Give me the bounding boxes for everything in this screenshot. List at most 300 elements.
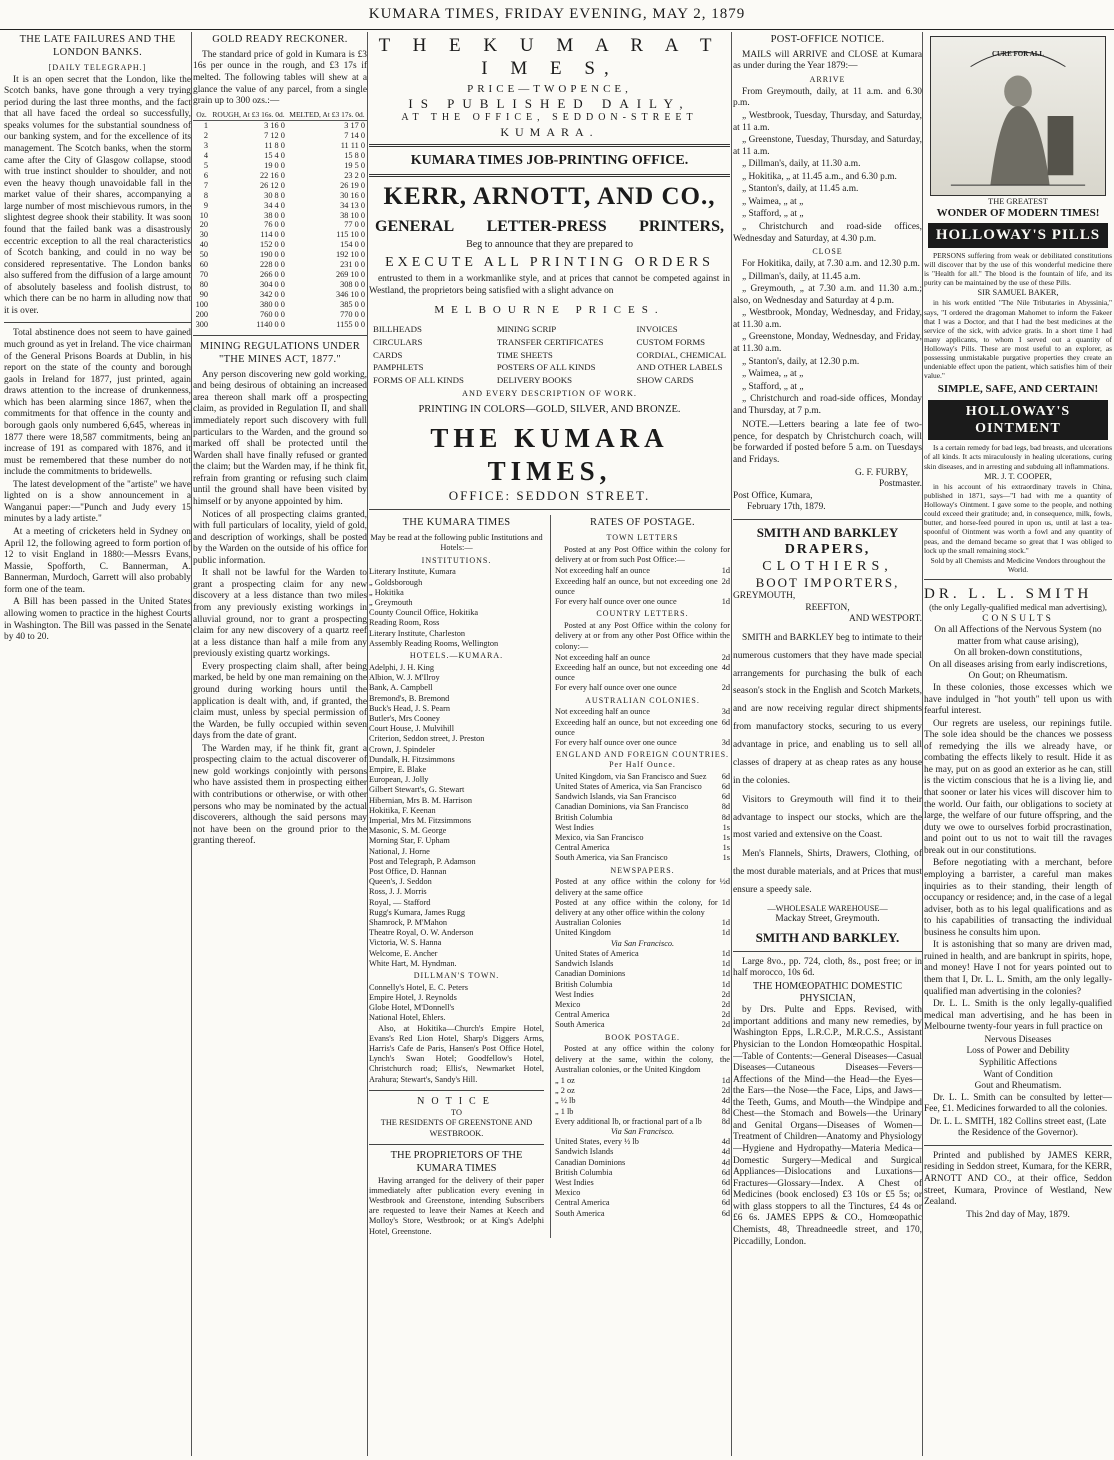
gold-row bbox=[193, 151, 367, 161]
mail-entry: „ Christchurch and road-side offices, Wednesday and Saturday, at 4.30 p.m. bbox=[733, 222, 922, 244]
read-intro: May be read at the following public Institutions and Hotels:— bbox=[370, 533, 543, 553]
book-text: Posted at any office within the colony for delivery at the same, within the colony, the Australian colonies, or the United Kingdom bbox=[555, 1044, 730, 1074]
th-oz: Oz. bbox=[193, 109, 210, 121]
rate-row bbox=[555, 813, 730, 823]
article-body: It is an open secret that the London, like the Scotch banks, have gone through a very trying period during the last three months, and the fact that all have faced the ordeal so successfully, speaks volumes for the substantial soundness of our banking system, and for the excellence of its management. The Scotch banks, when the storm came after the City of Glasgow collapse, stood with true instinct shoulder to shoulder, and not even the heavy though unavoidable fall in the market value of their shares, accompanying a large number of most mischievous rumors, in the slightest degree shook their stability. It was soon found that the failed bank was a disastrously eccentric exception to all the real characteristics of Scotch banking, and could in no way be considered representative. The London banks also suffered from the diffusion of a large amount of absolutely baseless and foolish distrust, to which there can be no harm in alluding now that it is over. bbox=[4, 74, 191, 316]
column-3 bbox=[369, 32, 730, 1456]
price-line: PRICE—TWOPENCE, bbox=[467, 82, 632, 95]
times-banner: THE KUMARA TIMES, bbox=[430, 422, 669, 487]
greatest-line: THE GREATEST bbox=[988, 196, 1048, 206]
reefton: REEFTON, bbox=[805, 602, 850, 613]
rate-row bbox=[555, 738, 730, 748]
simple-safe-line: SIMPLE, SAFE, AND CERTAIN! bbox=[937, 383, 1099, 396]
work-item: SHOW CARDS bbox=[636, 375, 694, 386]
mail-entry: „ Westbrook, Monday, Wednesday, and Friday, at 11.30 a.m. bbox=[733, 308, 922, 330]
mail-entry: „ Greenstone, Monday, Wednesday, and Friday, at 11.30 a.m. bbox=[733, 332, 922, 354]
work-item: CUSTOM FORMS bbox=[636, 336, 706, 347]
post-office-date: February 17th, 1879. bbox=[747, 502, 826, 513]
work-item: MINING SCRIP bbox=[496, 324, 557, 335]
value-cell: 15 4 0 bbox=[264, 150, 285, 160]
rate-row bbox=[555, 782, 730, 792]
rate-value: 6d bbox=[721, 782, 730, 792]
oz-cell: 50 bbox=[199, 250, 209, 260]
value-cell: 30 16 0 bbox=[340, 190, 365, 200]
book-heading: BOOK POSTAGE. bbox=[604, 1032, 681, 1042]
rate-value: 2d bbox=[721, 1010, 730, 1020]
rate-label: „ 1 oz bbox=[555, 1075, 575, 1085]
work-item: BILLHEADS bbox=[373, 324, 422, 335]
baker-heading: SIR SAMUEL BAKER, bbox=[977, 288, 1059, 298]
value-cell: 3 16 0 bbox=[264, 120, 285, 130]
value-cell: 38 0 0 bbox=[264, 210, 285, 220]
published-line: IS PUBLISHED DAILY, bbox=[408, 96, 691, 112]
work-item: INVOICES bbox=[636, 324, 678, 335]
rate-value: 2d bbox=[721, 1086, 730, 1096]
article-body: At a meeting of cricketers held in Sydney on April 12, the following agreed to form portion of 12 to visit England in 1880:—Messrs Evans, Massie, Spofforth, C. Bannerman, A. Bannerman, Murdoch, Garrett will also probably form one of the team. bbox=[4, 527, 191, 595]
column-rule bbox=[367, 32, 368, 1456]
masthead: KUMARA TIMES, FRIDAY EVENING, MAY 2, 1879 bbox=[0, 0, 1114, 30]
institutions-heading: INSTITUTIONS. bbox=[421, 555, 492, 565]
rate-row bbox=[555, 718, 730, 738]
dr-list-item: Want of Condition bbox=[983, 1069, 1053, 1080]
gold-row bbox=[193, 181, 367, 191]
mail-entry: „ Stanton's, daily, at 11.45 a.m. bbox=[742, 184, 859, 195]
hotel-item: Hokitika, F. Keenan bbox=[369, 805, 436, 815]
rate-label: South America, via San Francisco bbox=[555, 853, 668, 863]
dr-text: Our regrets are useless, our repinings futile. The sole idea should be the chances we possess of remedying the ills we already have, or combating the effects likely to result. Hide it as he may, put on as good an exterior as he can, still is the victim conscious that he is a living lie, and that sooner or later his vices will discover him to the world. Our faith, our obligations to society at large, the welfare of our future offspring, and the duty we owe to ourselves forbid procrastination, and point out to us not to wait till the ravages break out in our constitutions. bbox=[924, 718, 1112, 856]
value-cell: 308 0 0 bbox=[340, 280, 365, 290]
value-cell: 34 13 0 bbox=[340, 200, 365, 210]
hotel-item: Royal, — Stafford bbox=[369, 897, 431, 907]
work-list bbox=[373, 323, 726, 387]
gold-row bbox=[193, 250, 367, 260]
mining-body: The Warden may, if he think fit, grant a prospecting claim to the actual discoverer of new gold workings conjointly with persons who have assisted them in prospecting either with contributions or otherwise, or with other persons who may be nominated by the actual discoverers, although the said persons may not have been on the ground prior to the granting thereof. bbox=[193, 743, 367, 847]
hotel-item: Court House, J. Mulvihill bbox=[369, 724, 455, 734]
consult-item: On Gout; on Rheumatism. bbox=[968, 671, 1068, 682]
article-body: The latest development of the "artiste" we have lighted on is a show announcement in a Wanganui paper:—"Punch and Judy every 15 minutes by a lady artiste." bbox=[4, 479, 191, 525]
value-cell: 115 10 0 bbox=[336, 230, 365, 240]
rate-label: British Columbia bbox=[555, 979, 613, 989]
dillman-heading: DILLMAN'S TOWN. bbox=[413, 971, 500, 980]
divider bbox=[369, 1144, 544, 1145]
general-printers: GENERAL LETTER-PRESS PRINTERS, bbox=[375, 218, 724, 236]
rate-row bbox=[555, 663, 730, 683]
rate-label: Not exceeding half an ounce bbox=[555, 566, 650, 576]
rate-value: 6d bbox=[721, 1167, 730, 1177]
rate-label: United Kingdom bbox=[555, 928, 611, 938]
rate-row bbox=[555, 949, 730, 959]
gold-row bbox=[193, 310, 367, 320]
rate-label: West Indies bbox=[555, 822, 594, 832]
rate-value: 2d bbox=[721, 652, 730, 662]
hotel-item: Victoria, W. S. Hanna bbox=[369, 938, 442, 948]
work-item: CARDS bbox=[373, 349, 403, 360]
value-cell: 1140 0 0 bbox=[256, 320, 285, 329]
mining-body: Notices of all prospecting claims granted, with full particulars of locality, yield of gold, and description of workings, shall be posted by the Warden on the outside of his office for public information. bbox=[193, 509, 367, 566]
consult-item: On all Affections of the Nervous System (no matter from what cause arising), bbox=[934, 625, 1102, 647]
rate-value: 1d bbox=[721, 1075, 730, 1085]
westport: AND WESTPORT. bbox=[848, 614, 922, 625]
oz-cell: 5 bbox=[203, 160, 209, 170]
value-cell: 192 10 0 bbox=[335, 250, 365, 260]
rate-label: Canadian Dominions, via San Francisco bbox=[555, 802, 689, 812]
oz-cell: 3 bbox=[203, 140, 209, 150]
rate-label: „ 1 lb bbox=[555, 1106, 574, 1116]
mail-entry: „ Waimea, „ at „ bbox=[742, 196, 804, 207]
mail-entry: For Hokitika, daily, at 7.30 a.m. and 12.30 p.m. bbox=[742, 259, 921, 269]
hotel-item: Bank, A. Campbell bbox=[369, 683, 433, 693]
value-cell: 770 0 0 bbox=[340, 310, 365, 320]
mail-entry: „ Dillman's, daily, at 11.45 a.m. bbox=[742, 271, 861, 282]
institution-item: „ Goldsborough bbox=[369, 577, 423, 587]
rate-label: Central America bbox=[555, 843, 610, 853]
lower-columns bbox=[369, 515, 730, 1237]
institution-item: Literary Institute, Kumara bbox=[369, 567, 456, 577]
work-item: CIRCULARS bbox=[373, 336, 423, 347]
rate-row bbox=[555, 928, 730, 938]
value-cell: 26 12 0 bbox=[260, 180, 285, 190]
hotel-item: European, J. Jolly bbox=[369, 775, 429, 785]
rate-row bbox=[555, 707, 730, 717]
gold-row bbox=[193, 171, 367, 181]
hotel-item: Albion, W. J. M'Ilroy bbox=[369, 673, 440, 683]
rate-value: 6d bbox=[721, 1177, 730, 1187]
value-cell: 22 16 0 bbox=[260, 170, 285, 180]
mail-entry: „ Christchurch and road-side offices, Monday and Thursday, at 7 p.m. bbox=[733, 394, 922, 416]
hotel-item: Imperial, Mrs M. Fitzsimmons bbox=[369, 815, 472, 825]
column-4 bbox=[733, 32, 922, 1456]
value-cell: 231 0 0 bbox=[340, 260, 365, 270]
town-heading: TOWN LETTERS bbox=[606, 533, 679, 543]
mail-entry: „ Stafford, „ at „ bbox=[742, 381, 804, 392]
rate-value: 4d bbox=[721, 1157, 730, 1167]
rate-label: West Indies bbox=[555, 1177, 594, 1187]
gold-row bbox=[193, 131, 367, 141]
dr-text: Before negotiating with a merchant, before employing a barrister, a careful man makes inquiries as to their standing, their length of occupancy or residence; and, in the case of a legal adviser, both as to his legal qualifications and as to his capabilities of transacting the individual business he consults him upon. bbox=[924, 858, 1112, 938]
hotel-item: National Hotel, Ehlers. bbox=[369, 1013, 446, 1023]
mining-body: It shall not be lawful for the Warden to grant a prospecting claim for any new discovery at a less distance than two miles from any previously existing workings in alluvial ground, nor to grant a prospecting claim for any new discovery of a quartz reef at a less distance than half a mile from any previously existing quartz workings. bbox=[193, 568, 367, 660]
rate-row bbox=[555, 597, 730, 607]
gold-row bbox=[193, 201, 367, 211]
value-cell: 15 8 0 bbox=[344, 150, 365, 160]
gold-row bbox=[193, 300, 367, 310]
rate-value: 2d bbox=[721, 989, 730, 999]
gold-row bbox=[193, 290, 367, 300]
dr-smith-heading: DR. L. L. SMITH bbox=[924, 585, 1093, 602]
value-cell: 38 10 0 bbox=[340, 210, 365, 220]
cure-for-all: CURE FOR ALL bbox=[991, 50, 1045, 58]
gold-row bbox=[193, 240, 367, 250]
value-cell: 30 8 0 bbox=[264, 190, 285, 200]
work-item: DELIVERY BOOKS bbox=[496, 375, 572, 386]
rate-row bbox=[555, 1086, 730, 1096]
article-title: THE LATE FAILURES AND THE LONDON BANKS. bbox=[19, 34, 176, 58]
mackay-street: Mackay Street, Greymouth. bbox=[775, 914, 880, 924]
rate-label: „ 2 oz bbox=[555, 1086, 575, 1096]
notice-to: TO bbox=[451, 1108, 462, 1118]
rate-row bbox=[555, 653, 730, 663]
value-cell: 269 10 0 bbox=[335, 270, 365, 280]
every-line: AND EVERY DESCRIPTION OF WORK. bbox=[462, 388, 637, 398]
rate-value: 1d bbox=[721, 928, 730, 938]
oz-cell: 7 bbox=[203, 180, 209, 190]
divider bbox=[193, 335, 367, 336]
dr-address: Dr. L. L. SMITH, 182 Collins street east, (Late the Residence of the Governor). bbox=[929, 1116, 1107, 1139]
hotel-item: Buck's Head, J. S. Pearn bbox=[369, 703, 450, 713]
oz-cell: 2 bbox=[203, 130, 209, 140]
rate-label: For every half ounce over one ounce bbox=[555, 597, 677, 607]
holloway-pills-banner: HOLLOWAY'S PILLS bbox=[928, 223, 1108, 247]
hotel-item: Crown, J. Spindeler bbox=[369, 744, 435, 754]
rate-label: Mexico bbox=[555, 999, 581, 1009]
hotel-item: Ross, J. J. Morris bbox=[369, 887, 427, 897]
consults: CONSULTS bbox=[982, 613, 1054, 624]
rate-label: United States of America, via San Francisco bbox=[555, 782, 702, 792]
rate-row bbox=[555, 1209, 730, 1219]
rate-row bbox=[555, 1147, 730, 1157]
rate-label: Exceeding half an ounce, but not exceeding one ounce bbox=[555, 717, 718, 737]
hotel-item: Rugg's Kumara, James Rugg bbox=[369, 907, 465, 917]
rate-label: For every half ounce over one ounce bbox=[555, 683, 677, 693]
mail-entry: From Greymouth, daily, at 11 a.m. and 6.30 p.m. bbox=[733, 86, 922, 109]
work-item: TRANSFER CERTIFICATES bbox=[496, 336, 604, 347]
hotel-item: Connelly's Hotel, E. C. Peters bbox=[369, 982, 468, 992]
divider bbox=[733, 951, 922, 952]
institution-item: „ Greymouth bbox=[369, 598, 413, 608]
rate-row bbox=[555, 792, 730, 802]
dr-text: In these colonies, those excesses which we have indulged in "hot youth" tell upon us with fearful interest. bbox=[924, 682, 1112, 717]
gold-row bbox=[193, 161, 367, 171]
rate-row bbox=[555, 1168, 730, 1178]
rate-row bbox=[555, 843, 730, 853]
rate-value: 1d bbox=[721, 597, 730, 607]
work-item: PAMPHLETS bbox=[373, 362, 424, 373]
gold-row bbox=[193, 211, 367, 221]
institution-item: Literary Institute, Charleston bbox=[369, 628, 466, 638]
gold-row bbox=[193, 191, 367, 201]
divider bbox=[369, 509, 730, 510]
oz-cell: 9 bbox=[203, 200, 209, 210]
value-cell: 77 0 0 bbox=[344, 220, 365, 230]
newspapers-heading: NEWSPAPERS. bbox=[610, 865, 675, 875]
divider bbox=[924, 1145, 1112, 1146]
divider bbox=[369, 1090, 544, 1091]
notice-sub: THE RESIDENTS OF GREENSTONE AND WESTBROOK. bbox=[380, 1118, 533, 1138]
rate-value: 1d bbox=[721, 566, 730, 576]
divider bbox=[924, 579, 1112, 580]
postmaster-signature: G. F. FURBY, bbox=[854, 467, 908, 478]
hotel-item: Dundalk, H. Fitzsimmons bbox=[369, 754, 455, 764]
town-text: Posted at any Post Office within the colony for delivery at or from such Post Office:— bbox=[555, 545, 730, 565]
rate-label: Posted at any office within the colony for delivery at the same office bbox=[555, 877, 716, 897]
oz-cell: 8 bbox=[203, 190, 209, 200]
hotel-item: Gilbert Stewart's, G. Stewart bbox=[369, 785, 465, 795]
proprietors-heading: THE PROPRIETORS OF THE KUMARA TIMES bbox=[390, 1149, 523, 1174]
rate-label: Sandwich Islands bbox=[555, 1147, 614, 1157]
value-cell: 3 17 0 bbox=[344, 120, 365, 130]
rate-value: 1d bbox=[721, 979, 730, 989]
oz-cell: 10 bbox=[199, 210, 209, 220]
rate-value: 3d bbox=[721, 737, 730, 747]
rate-value: 2d bbox=[721, 683, 730, 693]
office-seddon: OFFICE: SEDDON STREET. bbox=[448, 488, 651, 504]
column-1 bbox=[4, 32, 191, 1456]
rate-label: Canadian Dominions bbox=[555, 969, 626, 979]
hotel-item: Morning Star, F. Upham bbox=[369, 836, 450, 846]
value-cell: 1155 0 0 bbox=[336, 320, 365, 329]
colors-line: PRINTING IN COLORS—GOLD, SILVER, AND BRONZE. bbox=[418, 404, 681, 416]
wonder-line: WONDER OF MODERN TIMES! bbox=[936, 206, 1100, 219]
hotel-item: Shamrock, P. M'Mahon bbox=[369, 917, 448, 927]
imprint: Printed and published by JAMES KERR, residing in Seddon street, Kumara, for the KERR, ARNOTT AND CO., at their office, Seddon street, Kumara, Province of Westland, New Zealand. bbox=[924, 1150, 1112, 1208]
homeopathic-title: THE HOMŒOPATHIC DOMESTIC PHYSICIAN, bbox=[752, 980, 903, 1004]
rate-row bbox=[555, 1198, 730, 1208]
value-cell: 342 0 0 bbox=[260, 290, 285, 300]
hygeia-engraving bbox=[930, 36, 1106, 196]
mail-entry: „ Dillman's, daily, at 11.30 a.m. bbox=[742, 159, 861, 170]
kumara-line: KUMARA. bbox=[500, 124, 599, 139]
rate-value: 1s bbox=[722, 843, 730, 853]
hotel-item: Hibernian, Mrs B. M. Harrison bbox=[369, 795, 473, 805]
value-cell: 19 0 0 bbox=[264, 160, 285, 170]
rate-value: 2d bbox=[721, 1020, 730, 1030]
value-cell: 190 0 0 bbox=[260, 250, 285, 260]
mining-title: MINING REGULATIONS UNDER "THE MINES ACT, 1877." bbox=[199, 340, 361, 365]
oz-cell: 30 bbox=[199, 230, 209, 240]
mail-entry: „ Westbrook, Tuesday, Thursday, and Saturday, at 11 a.m. bbox=[733, 110, 922, 133]
mail-entry: „ Greymouth, „ at 7.30 a.m. and 11.30 a.m.; also, on Wednesday and Saturday at 4 p.m. bbox=[733, 284, 922, 306]
hotel-item: Bremond's, B. Bremond bbox=[369, 693, 450, 703]
dr-list-item: Syphilitic Affections bbox=[979, 1057, 1057, 1068]
rate-row bbox=[555, 1158, 730, 1168]
rate-row bbox=[555, 980, 730, 990]
rate-value: ½d bbox=[719, 877, 730, 887]
work-item: TIME SHEETS bbox=[496, 349, 553, 360]
read-title: THE KUMARA TIMES bbox=[402, 517, 511, 529]
divider bbox=[369, 144, 730, 147]
divider bbox=[733, 519, 922, 520]
mail-entry: „ Stanton's, daily, at 12.30 p.m. bbox=[742, 356, 860, 367]
rate-value: 4d bbox=[721, 1147, 730, 1157]
gold-row bbox=[193, 260, 367, 270]
value-cell: 380 0 0 bbox=[260, 300, 285, 310]
smith-barkley-text: Visitors to Greymouth will find it to their advantage to inspect our stocks, which are the most varied and extensive on the Coast. bbox=[733, 794, 922, 841]
gold-row bbox=[193, 280, 367, 290]
rate-value: 2d bbox=[721, 999, 730, 1009]
notice-heading: NOTICE bbox=[417, 1095, 496, 1107]
mail-entry: „ Waimea, „ at „ bbox=[742, 369, 804, 380]
rate-row bbox=[555, 1188, 730, 1198]
proprietors-text: Having arranged for the delivery of their paper immediately after publication every evening in Westbrook and Greenstone, intending Subscribers are requested to leave their Names at Keech and Molloy's Store, Westbrook; or at King's Adelphi Hotel, Greenstone. bbox=[369, 1175, 544, 1236]
book-price: Large 8vo., pp. 724, cloth, 8s., post free; or in half morocco, 10s 6d. bbox=[733, 956, 922, 979]
post-office-place: Post Office, Kumara, bbox=[733, 490, 813, 501]
post-office-intro: MAILS will ARRIVE and CLOSE at Kumara as under during the Year 1879:— bbox=[733, 49, 922, 72]
rate-row bbox=[555, 772, 730, 782]
rate-row bbox=[555, 1000, 730, 1010]
value-cell: 34 4 0 bbox=[264, 200, 285, 210]
oz-cell: 200 bbox=[195, 310, 209, 320]
rate-value: 8d bbox=[721, 812, 730, 822]
institution-item: Assembly Reading Rooms, Wellington bbox=[369, 638, 499, 648]
value-cell: 154 0 0 bbox=[340, 240, 365, 250]
rate-row bbox=[555, 969, 730, 979]
divider bbox=[369, 174, 730, 177]
rate-value: 6d bbox=[721, 717, 730, 727]
oz-cell: 40 bbox=[199, 240, 209, 250]
rate-label: Australian Colonies bbox=[555, 918, 622, 928]
wholesale-warehouse: —WHOLESALE WAREHOUSE— bbox=[767, 903, 888, 913]
rate-label: Central America bbox=[555, 1198, 610, 1208]
rate-value: 8d bbox=[721, 1116, 730, 1126]
rate-row bbox=[555, 853, 730, 863]
drapers: DRAPERS, bbox=[784, 541, 871, 557]
rate-value: 6d bbox=[721, 1188, 730, 1198]
rate-label: Every additional lb, or fractional part of a lb bbox=[555, 1116, 702, 1126]
work-item: FORMS OF ALL KINDS bbox=[373, 375, 464, 386]
rate-value: 1s bbox=[722, 853, 730, 863]
divider bbox=[4, 322, 191, 323]
rate-row bbox=[555, 683, 730, 693]
hotel-item: Globe Hotel, M'Donnell's bbox=[369, 1003, 455, 1013]
ointment-text: Is a certain remedy for bad legs, bad breasts, and ulcerations of all kinds. It acts miraculously in healing ulcerations, curing skin diseases, and in arresting and subduing all inflammations. bbox=[924, 443, 1112, 471]
hotel-item: Queen's, J. Seddon bbox=[369, 877, 432, 887]
dr-list-item: Nervous Diseases bbox=[984, 1034, 1052, 1045]
rate-label: United States of America bbox=[555, 948, 639, 958]
reading-list bbox=[369, 515, 544, 1237]
boot-importers: BOOT IMPORTERS, bbox=[755, 575, 900, 591]
rate-row bbox=[555, 1117, 730, 1127]
greymouth: GREYMOUTH, bbox=[733, 591, 796, 602]
smith-barkley-footer: SMITH AND BARKLEY. bbox=[755, 929, 900, 945]
column-5 bbox=[924, 32, 1112, 1456]
entrust-text: entrusted to them in a workmanlike style, and at prices that cannot be competed against in Westland, the proprietors being satisfied with a slight advance on bbox=[369, 274, 730, 296]
th-melted: MELTED, At £3 17s. 0d. bbox=[287, 109, 367, 121]
rate-row bbox=[555, 1076, 730, 1086]
reckoner-title: GOLD READY RECKONER. bbox=[212, 34, 348, 45]
column-rule bbox=[191, 32, 192, 1456]
institution-item: „ Hokitika bbox=[369, 587, 404, 597]
rate-row bbox=[555, 1137, 730, 1147]
value-cell: 11 11 0 bbox=[340, 140, 365, 150]
gold-row bbox=[193, 141, 367, 151]
value-cell: 19 5 0 bbox=[344, 160, 365, 170]
rate-label: Canadian Dominions bbox=[555, 1157, 626, 1167]
rate-value: 1s bbox=[722, 822, 730, 832]
value-cell: 23 2 0 bbox=[344, 170, 365, 180]
value-cell: 76 0 0 bbox=[264, 220, 285, 230]
rate-row bbox=[555, 1020, 730, 1030]
value-cell: 228 0 0 bbox=[260, 260, 285, 270]
rate-label: South America bbox=[555, 1020, 605, 1030]
england-heading: ENGLAND AND FOREIGN COUNTRIES. Per Half Ounce. bbox=[555, 750, 730, 769]
value-cell: 7 12 0 bbox=[264, 130, 285, 140]
value-cell: 114 0 0 bbox=[260, 230, 285, 240]
value-cell: 385 0 0 bbox=[340, 300, 365, 310]
hotel-item: Criterion, Seddon street, J. Preston bbox=[369, 734, 485, 744]
rate-row bbox=[555, 833, 730, 843]
smith-barkley-text: SMITH and BARKLEY beg to intimate to their numerous customers that they have made special arrangements for purchasing the bulk of each season's stock in the English and Scotch Markets, and are now receiving regular direct shipments from manufactory stocks, securing to us every advantage in price, and enabling us to sell all classes of drapery at as cheap rates as any house in the colonies. bbox=[733, 632, 922, 786]
sold-by: Sold by all Chemists and Medicine Vendors throughout the World. bbox=[930, 555, 1106, 574]
rate-label: British Columbia bbox=[555, 1167, 613, 1177]
rate-row bbox=[555, 990, 730, 1000]
rate-row bbox=[555, 959, 730, 969]
pills-text: PERSONS suffering from weak or debilitated constitutions will discover that by the use of this wonderful medicine there is "Health for all." The blood is the fountain of life, and its purity can be maintained by the use of these Pills. bbox=[924, 250, 1112, 288]
work-item: POSTERS OF ALL KINDS bbox=[496, 362, 596, 373]
hotels-heading: HOTELS.—KUMARA. bbox=[409, 651, 504, 661]
mail-entry: „ Stafford, „ at „ bbox=[742, 209, 804, 220]
melbourne-prices: MELBOURNE PRICES. bbox=[434, 303, 665, 316]
rate-value: 4d bbox=[721, 1137, 730, 1147]
